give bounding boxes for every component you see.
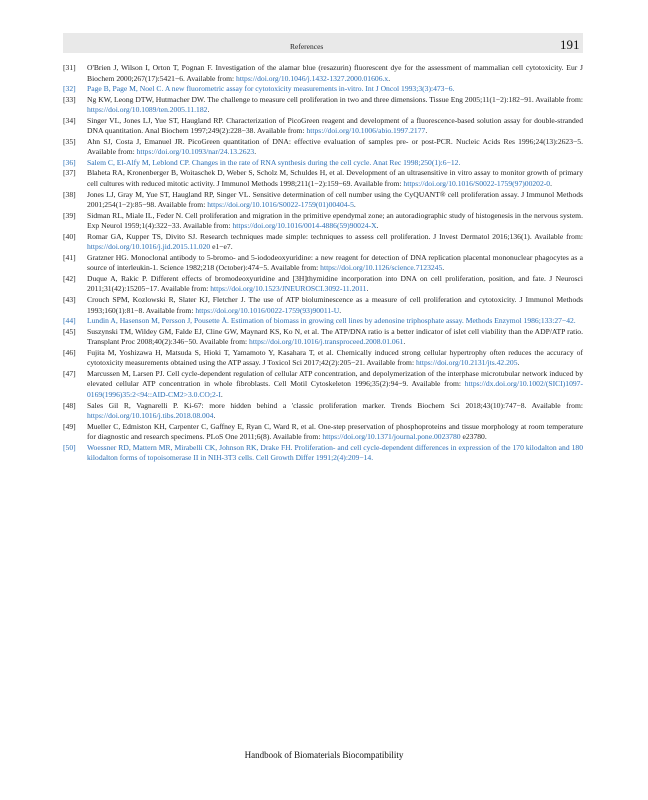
reference-text: Mueller C, Edmiston KH, Carpenter C, Gaffney E, Ryan C, Ward R, et al. One-step preservation of phosphoproteins and tissue morphology at room temperature for diagnostic and research specimens. PLoS One 2011;6(8). Available from:	[87, 421, 583, 442]
doi-link[interactable]: https://doi.org/10.1016/S0022-1759(01)00404-5	[207, 200, 354, 210]
reference-number: [35]	[63, 136, 76, 146]
doi-link[interactable]: https://doi.org/10.1523/JNEUROSCI.3092-11.2011	[210, 284, 367, 294]
reference-number: [31]	[63, 63, 76, 72]
reference-text[interactable]: Lundin A, Hasenson M, Persson J, Pousette Å. Estimation of biomass in growing cell lines by adenosine triphosphate assay. Methods Enzymol 1986;133:27−42.	[87, 316, 576, 326]
reference-number: [41]	[63, 252, 76, 262]
reference-list	[63, 63, 583, 464]
reference-entry	[63, 253, 583, 274]
doi-link[interactable]: https://doi.org/10.1016/j.tibs.2018.08.004	[87, 411, 214, 421]
reference-number: [37]	[63, 168, 76, 178]
reference-number: [42]	[63, 273, 76, 283]
reference-tail: .	[403, 337, 406, 347]
book-title-footer: Handbook of Biomaterials Biocompatibility	[244, 750, 404, 760]
reference-number: [46]	[63, 347, 76, 357]
reference-entry	[63, 190, 583, 211]
reference-entry	[63, 211, 583, 232]
reference-entry	[63, 158, 583, 169]
reference-text[interactable]: Woessner RD, Mattern MR, Mirabelli CK, Johnson RK, Drake FH. Proliferation- and cell cycle-dependent differences in expression of the 170 kilodalton and 180 kilodalton forms of topoisomerase II in NIH-3T3 cells. Cell Growth Differ 1991;2(4):209−14.	[87, 442, 583, 463]
reference-text: Ng KW, Leong DTW, Hutmacher DW. The challenge to measure cell proliferation in two and three dimensions. Tissue Eng 2005;11(1−2):182−91. Available from:	[87, 94, 583, 104]
reference-tail: e23780.	[460, 432, 487, 442]
reference-entry	[63, 422, 583, 443]
reference-entry	[63, 168, 583, 189]
reference-tail: .	[425, 126, 428, 136]
reference-number: [43]	[63, 295, 76, 305]
doi-link[interactable]: https://doi.org/10.1093/nar/24.13.2623	[136, 147, 255, 157]
doi-link[interactable]: https://doi.org/10.1089/ten.2005.11.182	[87, 105, 208, 115]
doi-link[interactable]: https://doi.org/10.1371/journal.pone.0023780	[322, 432, 461, 442]
reference-tail: .	[339, 305, 342, 315]
reference-text: Sidman RL, Miale IL, Feder N. Cell proliferation and migration in the primitive ependymal zone; an autoradiographic study of histogenesis in the nervous system. Exp Neurol 1959;1(4):322−33. Available from:	[87, 210, 583, 231]
reference-text: Fujita M, Yoshizawa H, Matsuda S, Hioki T, Yamamoto Y, Kasahara T, et al. Chemically induced strong cellular hypertrophy often reduces the accuracy of cytotoxicity measurements obtained using the ATP assay. J Toxicol Sci 2017;42(2):205−21. Available from:	[87, 347, 583, 368]
doi-link[interactable]: https://doi.org/10.1006/abio.1997.2177	[306, 126, 426, 136]
reference-text: O'Brien J, Wilson I, Orton T, Pognan F. Investigation of the alamar blue (resazurin) fluorescent dye for the assessment of mammalian cell cytotoxicity. Eur J Biochem 2000;267(17):5421−6. Available from:	[87, 63, 583, 83]
doi-link[interactable]: https://doi.org/10.2131/jts.42.205	[415, 358, 518, 368]
reference-entry	[63, 327, 583, 348]
reference-entry	[63, 295, 583, 316]
reference-number: [44]	[63, 316, 76, 326]
reference-tail: .	[366, 284, 369, 294]
reference-entry	[63, 274, 583, 295]
reference-tail: .	[207, 105, 210, 115]
doi-link[interactable]: https://doi.org/10.1046/j.1432-1327.2000.01606.x	[236, 73, 389, 83]
reference-tail: .	[388, 73, 391, 83]
reference-entry	[63, 116, 583, 137]
reference-text: Gratzner HG. Monoclonal antibody to 5-bromo- and 5-iododeoxyuridine: a new reagent for detection of DNA replication placental mononuclear phagocytes as a source of interleukin-1. Science 1982;218 (October):474−5. Available from:	[87, 252, 583, 273]
reference-text: Crouch SPM, Kozlowski R, Slater KJ, Fletcher J. The use of ATP bioluminescence as a measure of cell proliferation and cytotoxicity. J Immunol Methods 1993;160(1):81−8. Available from:	[87, 295, 583, 315]
reference-number: [33]	[63, 94, 76, 104]
reference-text: Marcussen M, Larsen PJ. Cell cycle-dependent regulation of cellular ATP concentration, and depolymerization of the interphase microtubular network induced by elevated cellular ATP concentration in whole fibroblasts. Cell Motil Cytoskeleton 1996;35(2):94−9. Available from:	[87, 368, 583, 389]
reference-number: [38]	[63, 189, 76, 199]
doi-link[interactable]: https://doi.org/10.1016/j.transproceed.2008.01.061	[249, 337, 404, 347]
reference-text: Jones LJ, Gray M, Yue ST, Haugland RP, Singer VL. Sensitive determination of cell number using the CyQUANT® cell proliferation assay. J Immunol Methods 2001;254(1−2):85−98. Available from:	[87, 189, 583, 210]
reference-text: Blaheta RA, Kronenberger B, Woitaschek D, Weber S, Scholz M, Schuldes H, et al. Development of an ultrasensitive in vitro assay to monitor growth of primary cell cultures with reduced mitotic activity. J Immunol Methods 1998;211(1−2):159−69. Available from:	[87, 168, 583, 189]
reference-text: Duque A, Rakic P. Different effects of bromodeoxyuridine and [3H]thymidine incorporation into DNA on cell proliferation, position, and fate. J Neurosci 2011;31(42):15205−17. Available from:	[87, 273, 583, 294]
reference-tail: .	[254, 147, 257, 157]
page-number: 191	[560, 37, 580, 52]
reference-entry	[63, 316, 583, 327]
reference-tail: .	[213, 411, 216, 421]
reference-entry	[63, 137, 583, 158]
reference-entry	[63, 95, 583, 116]
running-header-title: References	[290, 42, 324, 51]
doi-link[interactable]: https://doi.org/10.1126/science.7123245	[320, 263, 443, 273]
reference-number: [32]	[63, 84, 76, 94]
reference-tail: .	[353, 200, 356, 210]
reference-number: [50]	[63, 442, 76, 452]
reference-tail: .	[220, 389, 223, 399]
reference-tail: .	[550, 179, 552, 189]
reference-number: [36]	[63, 157, 76, 167]
reference-text[interactable]: Page B, Page M, Noel C. A new fluorometric assay for cytotoxicity measurements in-vitro. Int J Oncol 1993;3(3):473−6.	[87, 84, 455, 94]
reference-tail: .	[517, 358, 520, 368]
reference-number: [49]	[63, 421, 76, 431]
reference-entry	[63, 232, 583, 253]
reference-entry	[63, 369, 583, 401]
reference-entry	[63, 348, 583, 369]
doi-link[interactable]: https://dx.doi.org/10.1002/(SICI)1097-0169(1996)35:2<94::AID-CM2>3.0.CO;2-I	[87, 379, 583, 399]
reference-entry	[63, 401, 583, 422]
reference-entry	[63, 443, 583, 464]
doi-link[interactable]: https://doi.org/10.1016/0014-4886(59)90024-X	[232, 221, 377, 231]
reference-tail: .	[442, 263, 445, 273]
reference-tail: .	[376, 221, 379, 231]
reference-text: Singer VL, Jones LJ, Yue ST, Haugland RP. Characterization of PicoGreen reagent and development of a fluorescence-based solution assay for double-stranded DNA quantitation. Anal Biochem 1997;249(2):228−38. Available from:	[87, 115, 583, 136]
reference-text: Suszynski TM, Wildey GM, Falde EJ, Cline GW, Maynard KS, Ko N, et al. The ATP/DNA ratio is a better indicator of islet cell viability than the ADP/ATP ratio. Transplant Proc 2008;40(2):346−50. Available from:	[87, 326, 583, 347]
reference-text: Sales Gil R, Vagnarelli P. Ki-67: more hidden behind a 'classic proliferation marker. Trends Biochem Sci 2018;43(10):747−8. Available from:	[87, 400, 583, 410]
reference-number: [45]	[63, 326, 76, 336]
doi-link[interactable]: https://doi.org/10.1016/j.jid.2015.11.020	[87, 242, 211, 252]
reference-number: [47]	[63, 368, 76, 378]
doi-link[interactable]: https://doi.org/10.1016/0022-1759(93)90011-U	[195, 305, 340, 315]
reference-text: Romar GA, Kupper TS, Divito SJ. Research techniques made simple: techniques to assess cell proliferation. J Invest Dermatol 2016;136(1). Available from:	[87, 231, 583, 241]
reference-number: [48]	[63, 400, 76, 410]
reference-number: [40]	[63, 231, 76, 241]
reference-text[interactable]: Salem C, El-Alfy M, Leblond CP. Changes in the rate of RNA synthesis during the cell cycle. Anat Rec 1998;250(1):6−12.	[87, 157, 461, 167]
reference-entry	[63, 84, 583, 95]
reference-entry	[63, 63, 583, 84]
doi-link[interactable]: https://doi.org/10.1016/S0022-1759(97)00202-0	[403, 179, 551, 189]
reference-number: [34]	[63, 115, 76, 125]
reference-tail: e1−e7.	[210, 242, 233, 252]
reference-number: [39]	[63, 210, 76, 220]
reference-text: Ahn SJ, Costa J, Emanuel JR. PicoGreen quantitation of DNA: effective evaluation of samples pre- or post-PCR. Nucleic Acids Res 1996;24(13):2623−5. Available from:	[87, 136, 583, 157]
